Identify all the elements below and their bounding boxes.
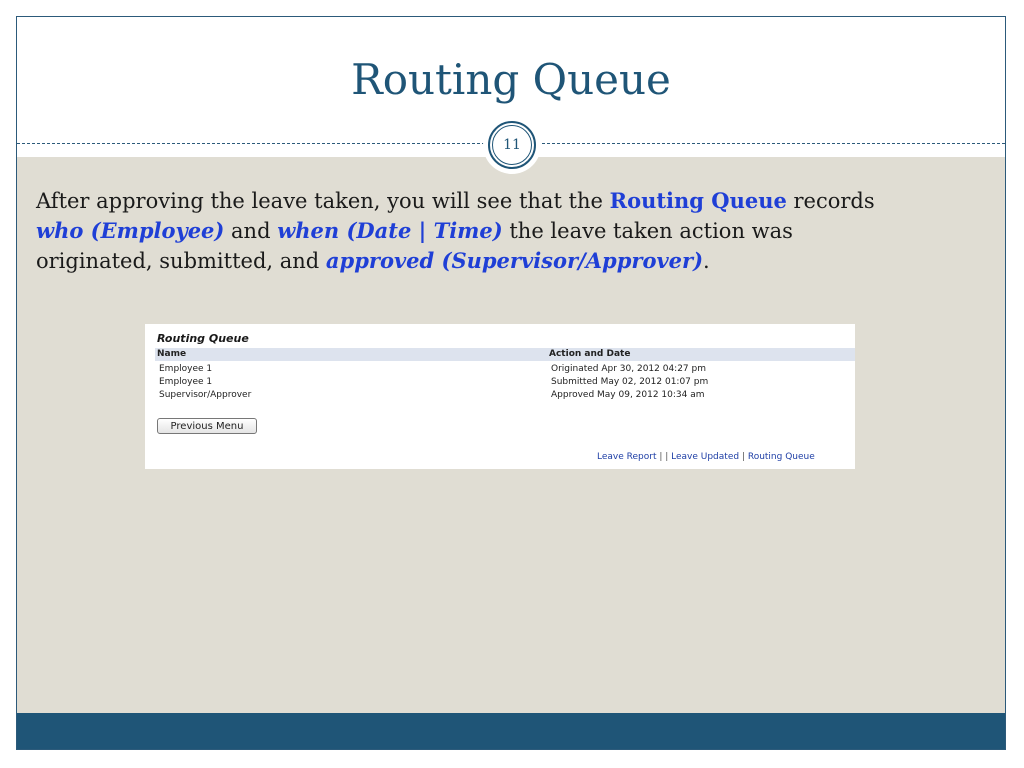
table-header — [155, 348, 855, 361]
page-number-badge — [483, 116, 541, 174]
highlight-approved: approved (Supervisor/Approver) — [325, 248, 704, 273]
row-name: Employee 1 — [159, 377, 213, 387]
body-text-4: the leave taken action was — [502, 219, 793, 243]
body-text-3: and — [224, 219, 278, 243]
body-text-6: . — [703, 249, 710, 273]
footer-bar — [17, 713, 1005, 749]
page-number: 11 — [488, 121, 536, 169]
highlight-when: when (Date | Time) — [277, 218, 503, 243]
leave-report-link[interactable]: Leave Report — [597, 452, 657, 462]
highlight-who: who (Employee) — [36, 218, 225, 243]
screenshot-title: Routing Queue — [157, 332, 249, 345]
slide-title: Routing Queue — [351, 55, 671, 104]
table-row — [159, 390, 855, 403]
table-body — [159, 364, 855, 403]
row-name: Employee 1 — [159, 364, 213, 374]
link-separator: | | — [656, 452, 672, 462]
row-action: Approved May 09, 2012 10:34 am — [551, 390, 705, 400]
body-text-2: records — [786, 189, 875, 213]
leave-updated-link[interactable]: Leave Updated — [671, 452, 740, 462]
row-action: Submitted May 02, 2012 01:07 pm — [551, 377, 709, 387]
footer-links — [597, 452, 815, 462]
column-header-action-date: Action and Date — [549, 349, 631, 359]
row-name: Supervisor/Approver — [159, 390, 252, 400]
column-header-name: Name — [157, 349, 187, 359]
body-text-1: After approving the leave taken, you will see that the — [36, 189, 610, 213]
row-action: Originated Apr 30, 2012 04:27 pm — [551, 364, 707, 374]
routing-queue-link[interactable]: Routing Queue — [747, 452, 815, 462]
link-separator: | — [739, 452, 748, 462]
routing-queue-screenshot — [145, 324, 855, 469]
highlight-routing-queue: Routing Queue — [609, 188, 787, 213]
previous-menu-button[interactable]: Previous Menu — [157, 418, 257, 434]
table-row — [159, 364, 855, 377]
body-text-5: originated, submitted, and — [36, 249, 326, 273]
table-row — [159, 377, 855, 390]
body-paragraph — [36, 186, 946, 276]
